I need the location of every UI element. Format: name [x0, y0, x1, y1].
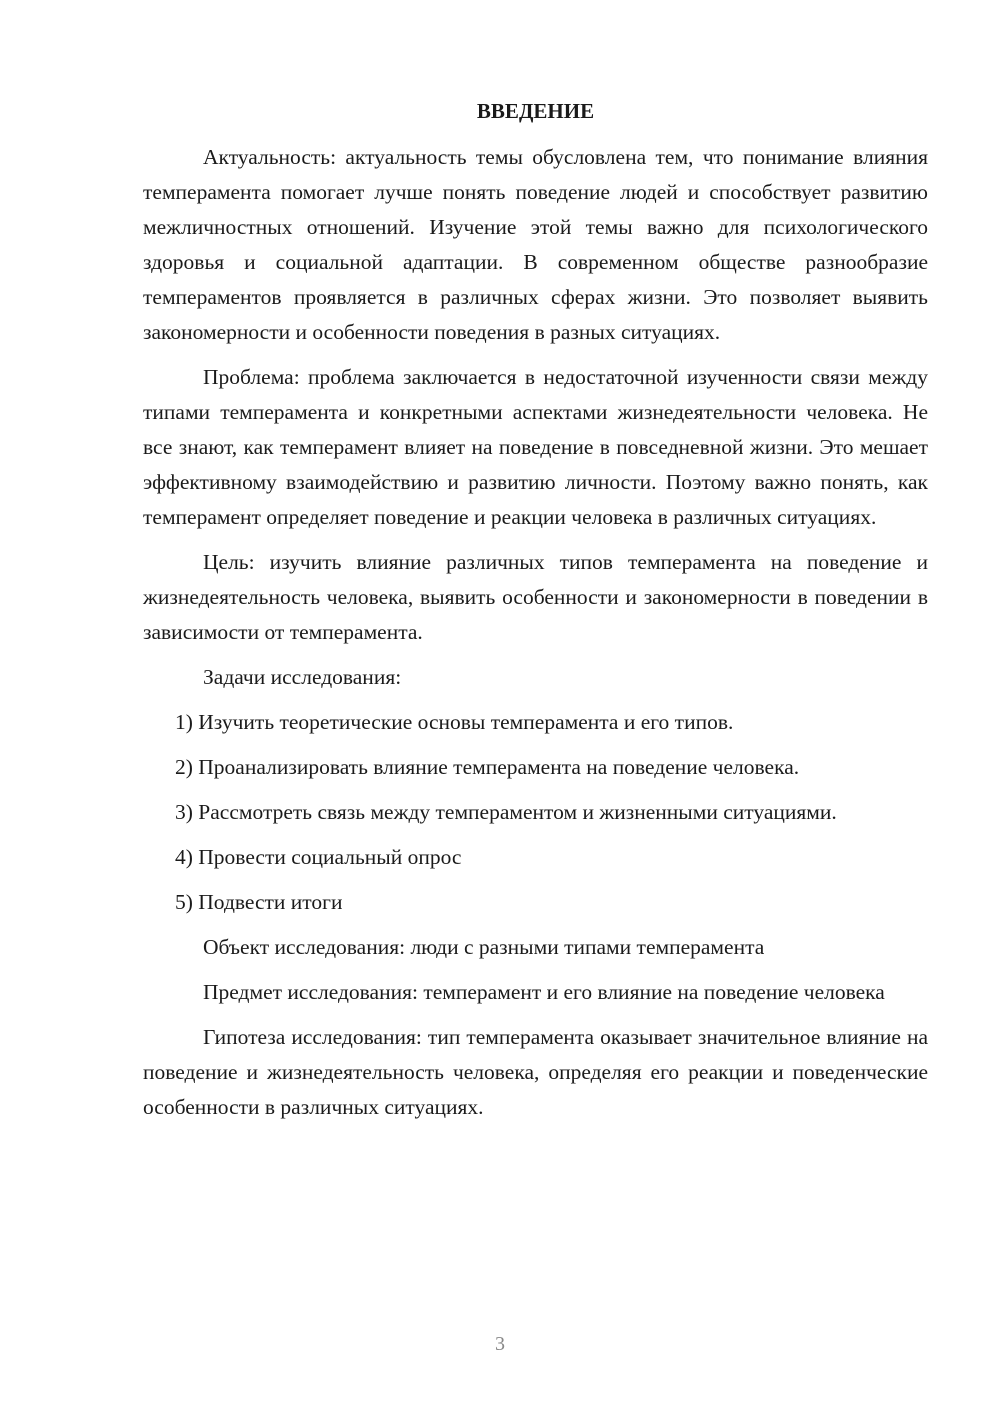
page-number: 3	[495, 1333, 505, 1355]
relevance-paragraph: Актуальность: актуальность темы обусловлена тем, что понимание влияния темперамента помогает лучше понять поведение людей и способствует развитию межличностных отношений. Изучение этой темы важно для психологического здоровья и социальной адаптации. В современном обществе разнообразие темпераментов проявляется в различных сферах жизни. Это позволяет выявить закономерности и особенности поведения в разных ситуациях.	[143, 145, 928, 344]
page-content	[143, 95, 928, 1125]
hypothesis-paragraph: Гипотеза исследования: тип темперамента оказывает значительное влияние на поведение и жизнедеятельность человека, определяя его реакции и поведенческие особенности в различных ситуациях.	[143, 1025, 928, 1119]
subject-paragraph: Предмет исследования: темперамент и его влияние на поведение человека	[203, 980, 885, 1004]
goal-paragraph: Цель: изучить влияние различных типов темперамента на поведение и жизнедеятельность человека, выявить особенности и закономерности в поведении в зависимости от темперамента.	[143, 550, 928, 644]
task-item-3: 3) Рассмотреть связь между темпераментом и жизненными ситуациями.	[175, 800, 837, 824]
section-title: ВВЕДЕНИЕ	[476, 99, 595, 123]
tasks-heading: Задачи исследования:	[203, 665, 402, 689]
task-item-4: 4) Провести социальный опрос	[175, 845, 462, 869]
task-item-2: 2) Проанализировать влияние темперамента на поведение человека.	[175, 755, 800, 779]
problem-paragraph: Проблема: проблема заключается в недостаточной изученности связи между типами темперамента и конкретными аспектами жизнедеятельности человека. Не все знают, как темперамент влияет на поведение в повседневной жизни. Это мешает эффективному взаимодействию и развитию личности. Поэтому важно понять, как темперамент определяет поведение и реакции человека в различных ситуациях.	[143, 365, 928, 529]
object-paragraph: Объект исследования: люди с разными типами темперамента	[203, 935, 765, 959]
task-item-1: 1) Изучить теоретические основы темперамента и его типов.	[175, 710, 734, 734]
task-item-5: 5) Подвести итоги	[175, 890, 343, 914]
